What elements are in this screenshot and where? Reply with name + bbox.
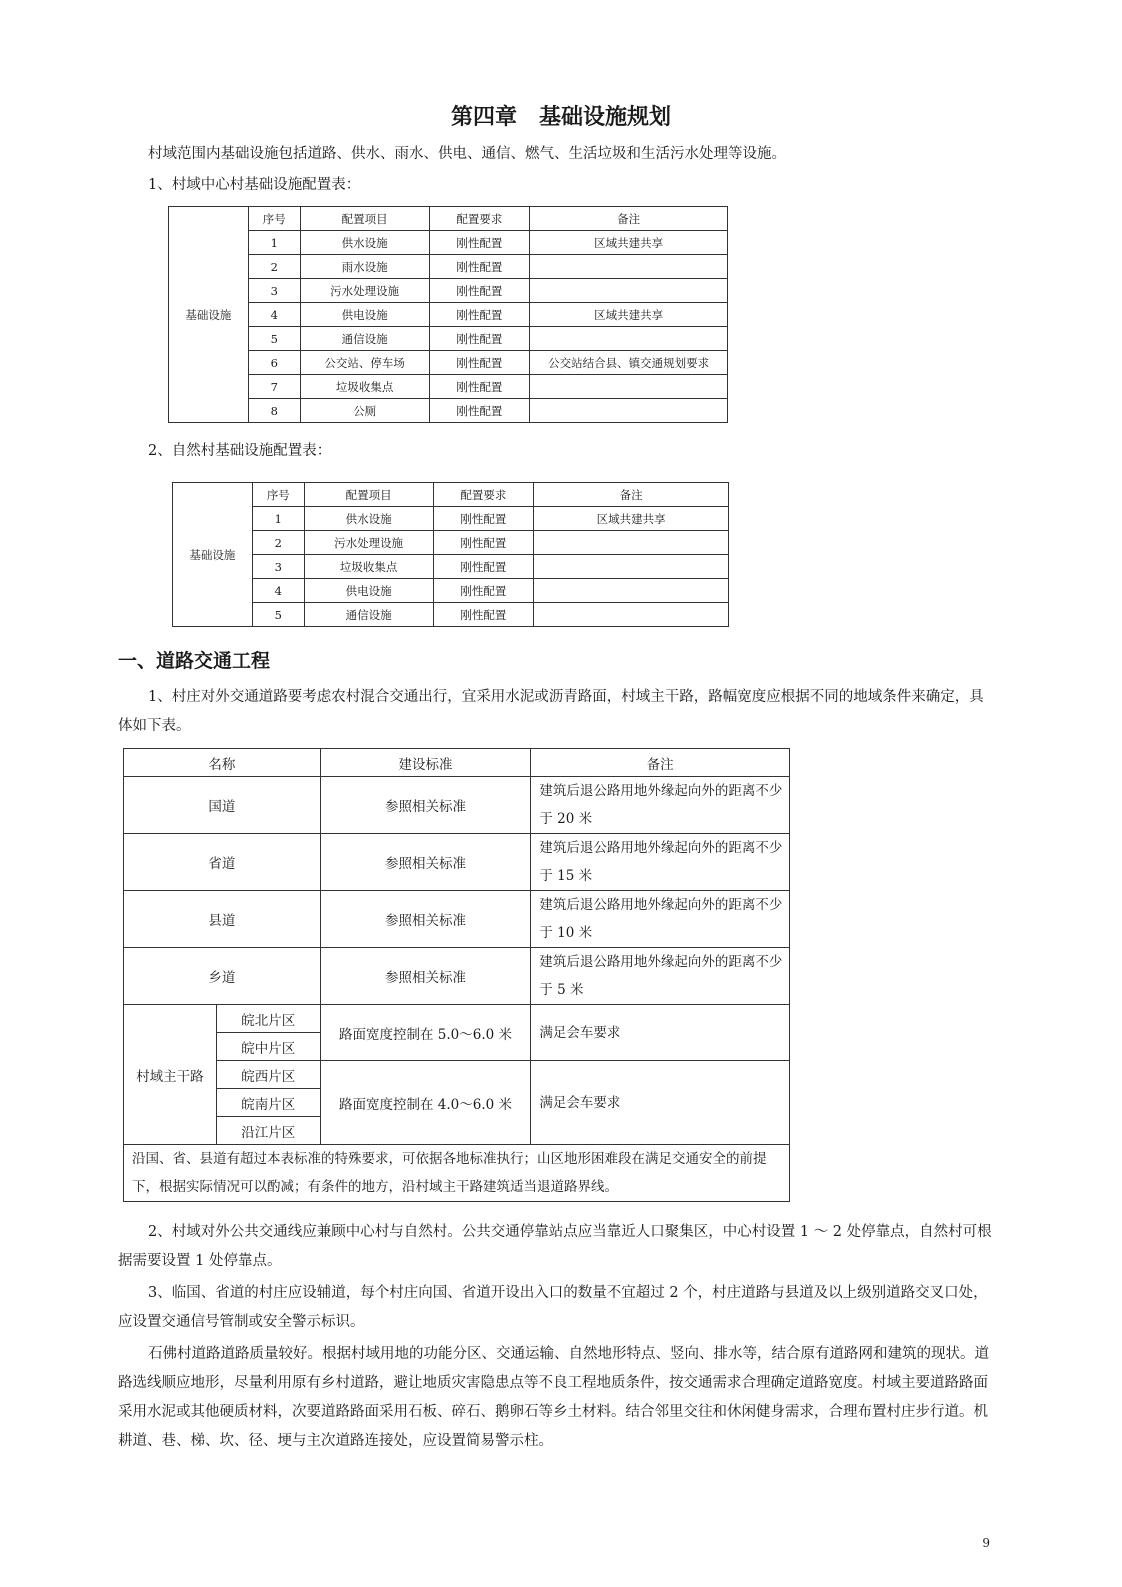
page-number: 9: [982, 1536, 990, 1550]
table-header: 配置要求: [429, 207, 530, 231]
table-row: 国道 参照相关标准 建筑后退公路用地外缘起向外的距离不少于 20 米: [124, 777, 790, 834]
table-row: 皖西片区 路面宽度控制在 4.0～6.0 米 满足会车要求: [124, 1061, 790, 1089]
table-row: 沿江片区: [124, 1117, 790, 1145]
paragraph-2: 2、村域对外公共交通线应兼顾中心村与自然村。公共交通停靠站点应当靠近人口聚集区，中心村设置 1 ～ 2 处停靠点，自然村可根据需要设置 1 处停靠点。: [118, 1224, 992, 1269]
table-row: 皖中片区: [124, 1033, 790, 1061]
table-row: 7 垃圾收集点 刚性配置: [169, 375, 728, 399]
table-header: 备注: [531, 749, 790, 777]
table1-label: 1、村域中心村基础设施配置表：: [148, 177, 361, 193]
table-header: 配置要求: [433, 483, 534, 507]
table-row: 3 污水处理设施 刚性配置: [169, 279, 728, 303]
chapter-title: 第四章 基础设施规划: [450, 105, 671, 130]
intro-paragraph: 村域范围内基础设施包括道路、供水、雨水、供电、通信、燃气、生活垃圾和生活污水处理等设施。: [148, 146, 786, 162]
group-cell: 基础设施: [173, 483, 253, 627]
table-header: 建设标准: [320, 749, 531, 777]
table-header: 备注: [530, 207, 728, 231]
table-footnote-row: 沿国、省、县道有超过本表标准的特殊要求，可依据各地标准执行；山区地形困难段在满足交通安全的前提下，根据实际情况可以酌减；有条件的地方，沿村域主干路建筑适当退道路界线。: [124, 1145, 790, 1202]
table-header: 序号: [252, 483, 304, 507]
main-road-cell: 村域主干路: [124, 1005, 217, 1145]
table-row: 6 公交站、停车场 刚性配置 公交站结合县、镇交通规划要求: [169, 351, 728, 375]
table-row: 2 雨水设施 刚性配置: [169, 255, 728, 279]
central-village-infrastructure-table: [168, 206, 728, 423]
table2-label: 2、自然村基础设施配置表：: [148, 443, 332, 459]
paragraph-3: 3、临国、省道的村庄应设辅道，每个村庄向国、省道开设出入口的数量不宜超过 2 个，村庄道路与县道及以上级别道路交叉口处， 应设置交通信号管制或安全警示标识。: [118, 1285, 988, 1330]
table-row: 2 污水处理设施 刚性配置: [173, 531, 729, 555]
table-header: 序号: [248, 207, 300, 231]
table-row: 4 供电设施 刚性配置 区域共建共享: [169, 303, 728, 327]
table-row: 1 供水设施 刚性配置 区域共建共享: [169, 231, 728, 255]
paragraph-1: 1、村庄对外交通道路要考虑农村混合交通出行，宜采用水泥或沥青路面，村域主干路，路幅宽度应根据不同的地域条件来确定，具体如下表。: [118, 689, 984, 734]
table-header: 配置项目: [304, 483, 433, 507]
section-heading: 一、道路交通工程: [118, 650, 271, 672]
table-row: 省道 参照相关标准 建筑后退公路用地外缘起向外的距离不少于 15 米: [124, 834, 790, 891]
table-header: 配置项目: [300, 207, 429, 231]
table-row: 乡道 参照相关标准 建筑后退公路用地外缘起向外的距离不少于 5 米: [124, 948, 790, 1005]
table-row: 3 垃圾收集点 刚性配置: [173, 555, 729, 579]
table-row: 5 通信设施 刚性配置: [169, 327, 728, 351]
road-standards-table: [123, 748, 790, 1202]
paragraph-4: 石佛村道路道路质量较好。根据村域用地的功能分区、交通运输、自然地形特点、竖向、排水等，结合原有道路网和建筑的现状。道路选线顺应地形，尽量利用原有乡村道路，避让地质灾害隐患点等不良工程地质条件，按交通需求合理确定道路宽度。村域主要道路路面采用水泥或其他硬质材料，次要道路路面采用石板、碎石、鹅卵石等乡土材料。结合邻里交往和休闲健身需求，合理布置村庄步行道。机耕道、巷、梯、坎、径、埂与主次道路连接处，应设置简易警示柱。: [118, 1346, 989, 1449]
group-cell: 基础设施: [169, 207, 249, 423]
table-row: 1 供水设施 刚性配置 区域共建共享: [173, 507, 729, 531]
table-row: 皖南片区: [124, 1089, 790, 1117]
table-row: 县道 参照相关标准 建筑后退公路用地外缘起向外的距离不少于 10 米: [124, 891, 790, 948]
table-row: 8 公厕 刚性配置: [169, 399, 728, 423]
table-header: 名称: [124, 749, 321, 777]
table-header: 备注: [534, 483, 729, 507]
natural-village-infrastructure-table: [172, 482, 729, 627]
table-row: 村域主干路 皖北片区 路面宽度控制在 5.0～6.0 米 满足会车要求: [124, 1005, 790, 1033]
table-row: 5 通信设施 刚性配置: [173, 603, 729, 627]
table-row: 4 供电设施 刚性配置: [173, 579, 729, 603]
